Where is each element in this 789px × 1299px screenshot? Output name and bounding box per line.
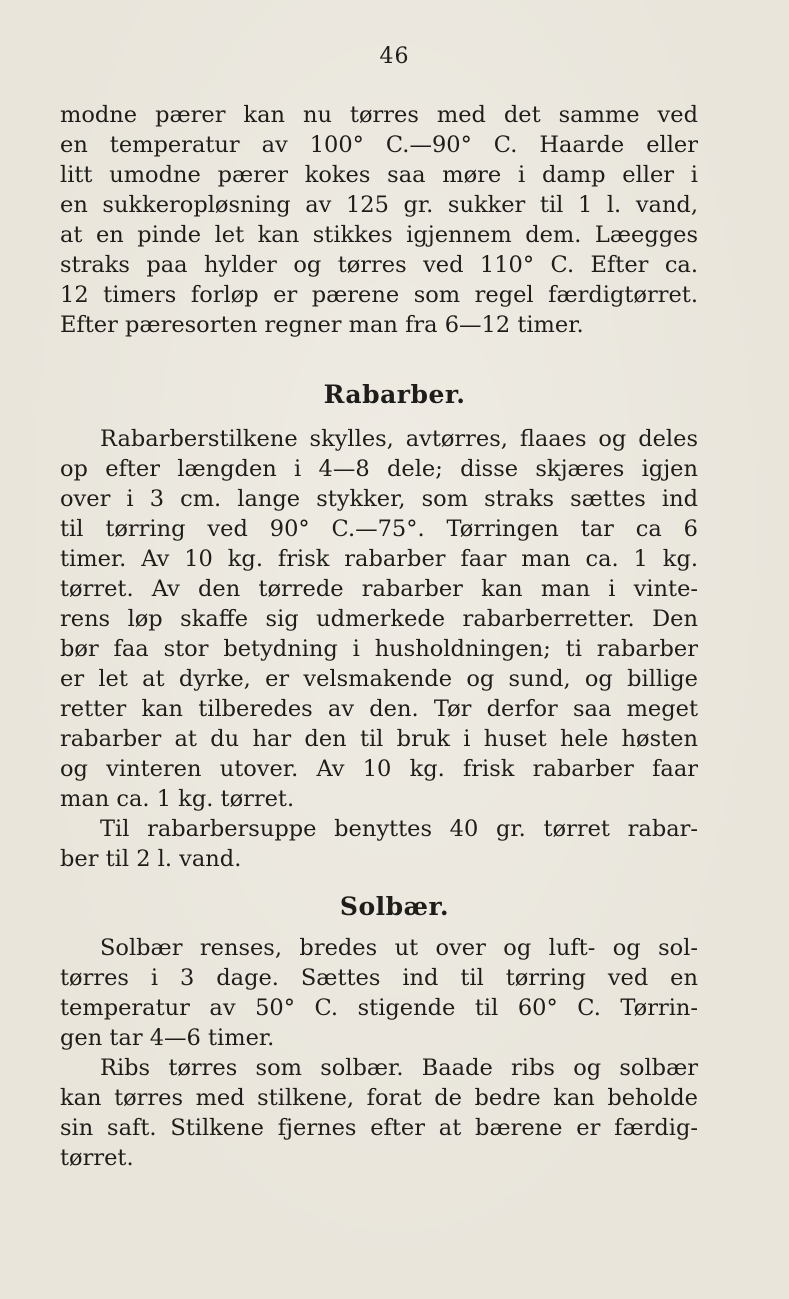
paragraph-line: over i 3 cm. lange stykker, som straks sættes ind — [60, 486, 698, 512]
paragraph-line: ber til 2 l. vand. — [60, 846, 242, 872]
paragraph-line: at en pinde let kan stikkes igjennem dem. Læegges — [60, 222, 698, 248]
paragraph-line: en sukkeropløsning av 125 gr. sukker til 1 l. vand, — [60, 192, 698, 218]
paragraph-line: tørret. Av den tørrede rabarber kan man i vinte- — [60, 576, 698, 602]
rabarber-paragraph — [60, 424, 698, 874]
paragraph-line: man ca. 1 kg. tørret. — [60, 786, 295, 812]
paragraph-line: og vinteren utover. Av 10 kg. frisk rabarber faar — [60, 756, 698, 782]
paragraph-line: en temperatur av 100° C.—90° C. Haarde eller — [60, 132, 698, 158]
paragraph-line: kan tørres med stilkene, forat de bedre kan beholde — [60, 1085, 698, 1111]
paragraph-line: litt umodne pærer kokes saa møre i damp eller i — [60, 162, 698, 188]
paragraph-line: Ribs tørres som solbær. Baade ribs og solbær — [100, 1055, 698, 1081]
paragraph-line: retter kan tilberedes av den. Tør derfor saa meget — [60, 696, 698, 722]
paragraph-line: op efter længden i 4—8 dele; disse skjæres igjen — [60, 456, 698, 482]
pears-paragraph — [60, 100, 698, 340]
paragraph-line: straks paa hylder og tørres ved 110° C. Efter ca. — [60, 252, 698, 278]
paragraph-line: tørret. — [60, 1145, 134, 1171]
paragraph-line: timer. Av 10 kg. frisk rabarber faar man ca. 1 kg. — [60, 546, 698, 572]
page-number: 46 — [379, 44, 410, 69]
paragraph-line: modne pærer kan nu tørres med det samme ved — [60, 102, 698, 128]
paragraph-line: 12 timers forløp er pærene som regel færdigtørret. — [60, 282, 698, 308]
paragraph-line: rens løp skaffe sig udmerkede rabarberretter. Den — [60, 606, 698, 632]
paragraph-line: Solbær renses, bredes ut over og luft- og sol- — [100, 935, 698, 961]
paragraph-line: bør faa stor betydning i husholdningen; ti rabarber — [60, 636, 698, 662]
paragraph-line: sin saft. Stilkene fjernes efter at bærene er færdig- — [60, 1115, 698, 1141]
paragraph-line: gen tar 4—6 timer. — [60, 1025, 275, 1051]
paragraph-line: temperatur av 50° C. stigende til 60° C. Tørrin- — [60, 995, 698, 1021]
section-heading-solbaer: Solbær. — [339, 892, 450, 921]
paragraph-line: tørres i 3 dage. Sættes ind til tørring ved en — [60, 965, 698, 991]
paragraph-line: Rabarberstilkene skylles, avtørres, flaaes og deles — [100, 426, 698, 452]
solbaer-paragraph — [60, 933, 698, 1173]
paragraph-line: Til rabarbersuppe benyttes 40 gr. tørret rabar- — [100, 816, 698, 842]
section-heading-rabarber: Rabarber. — [323, 380, 466, 409]
paragraph-line: til tørring ved 90° C.—75°. Tørringen tar ca 6 — [60, 516, 698, 542]
paragraph-line: er let at dyrke, er velsmakende og sund, og billige — [60, 666, 698, 692]
paragraph-line: Efter pæresorten regner man fra 6—12 timer. — [60, 312, 584, 338]
paragraph-line: rabarber at du har den til bruk i huset hele høsten — [60, 726, 698, 752]
